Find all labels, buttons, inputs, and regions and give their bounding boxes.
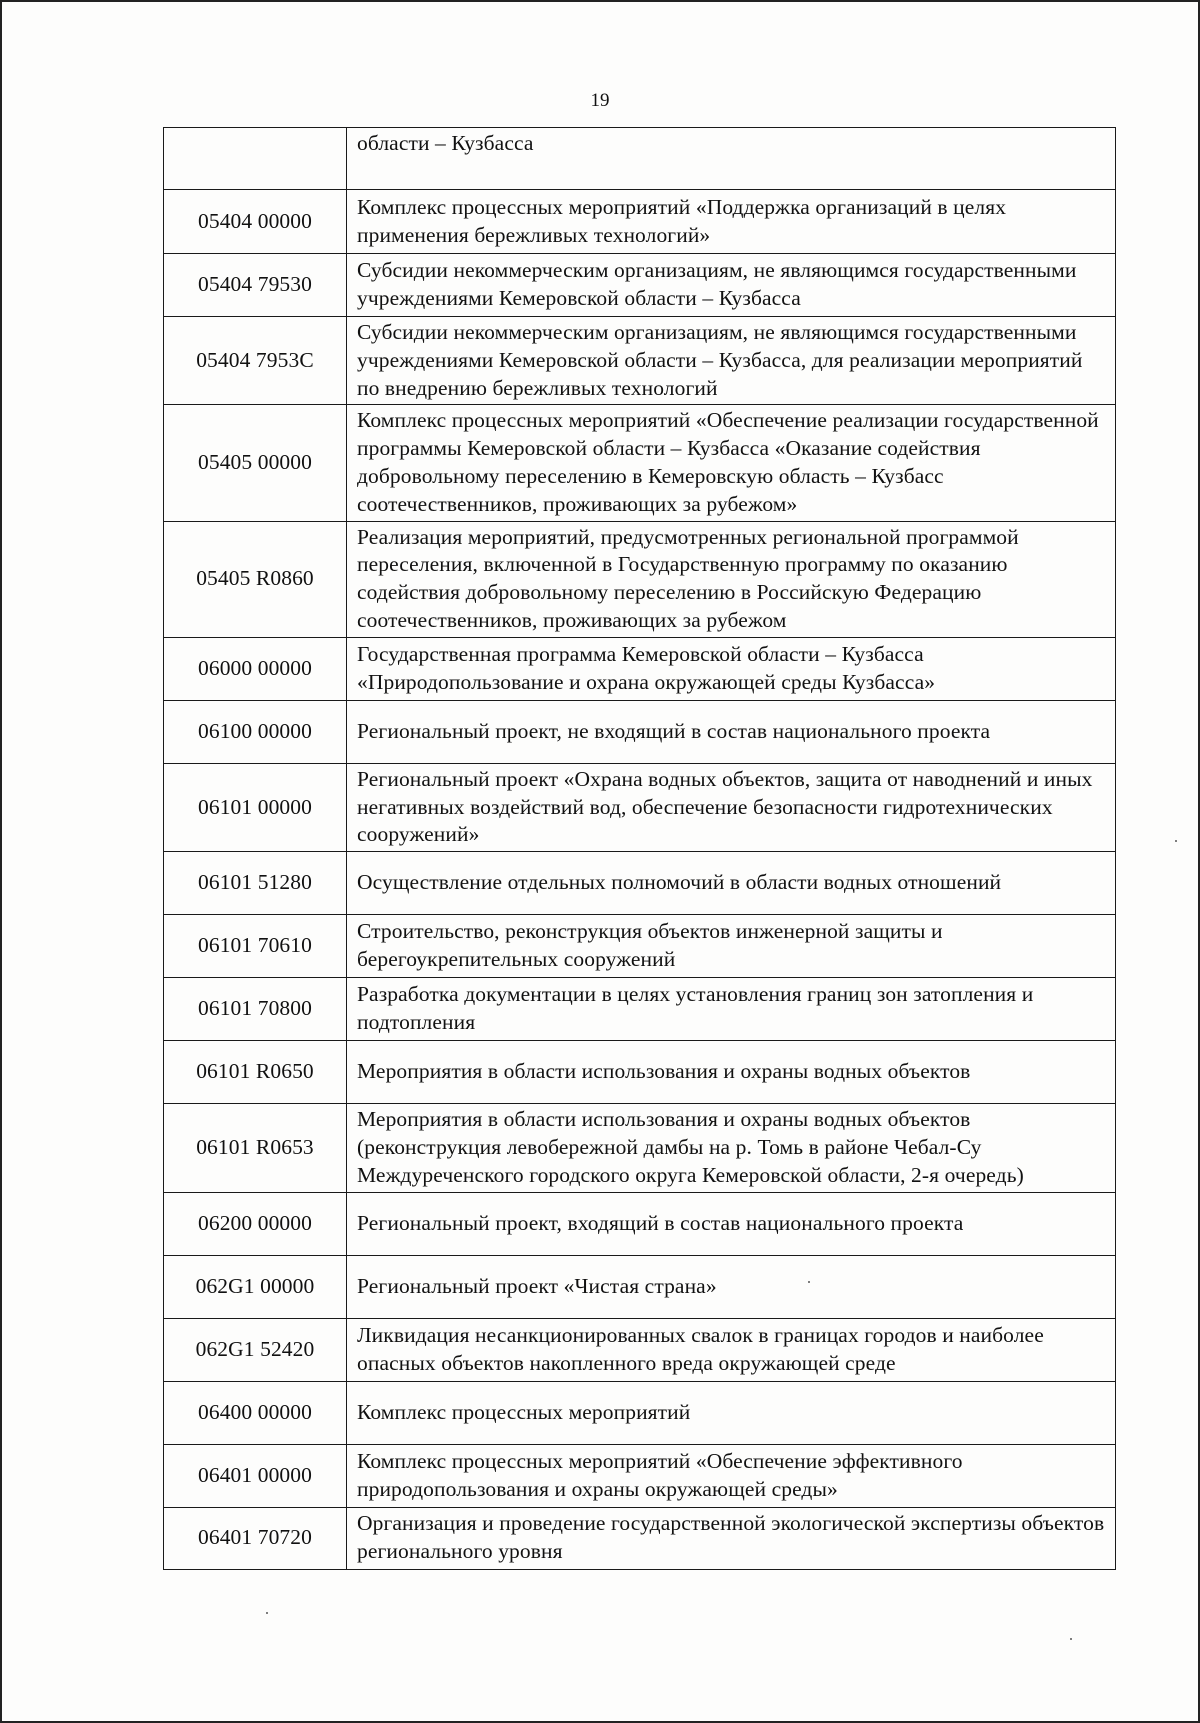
- row-code: 06200 00000: [164, 1192, 347, 1255]
- scan-speck: [1070, 1638, 1072, 1640]
- row-code: 06101 R0650: [164, 1041, 347, 1104]
- row-description: Организация и проведение государственной экологической экспертизы объектов регионального уровня: [347, 1507, 1116, 1569]
- table-row: [164, 1381, 1116, 1444]
- row-code: 062G1 52420: [164, 1318, 347, 1381]
- table-row: [164, 128, 1116, 190]
- scan-speck: [808, 1281, 810, 1283]
- row-description: Региональный проект «Охрана водных объектов, защита от наводнений и иных негативных воздействий вод, обеспечение безопасности гидротехнических сооружений»: [347, 763, 1116, 851]
- row-description: Строительство, реконструкция объектов инженерной защиты и берегоукрепительных сооружений: [347, 915, 1116, 978]
- row-code: 05405 00000: [164, 405, 347, 521]
- row-code: 06101 70800: [164, 978, 347, 1041]
- table-row: [164, 1318, 1116, 1381]
- row-description: Региональный проект, входящий в состав национального проекта: [347, 1192, 1116, 1255]
- row-description: Региональный проект, не входящий в состав национального проекта: [347, 700, 1116, 763]
- row-code: 06101 70610: [164, 915, 347, 978]
- table-row: [164, 254, 1116, 317]
- row-code: [164, 128, 347, 190]
- table-row: [164, 405, 1116, 521]
- row-code: 05404 79530: [164, 254, 347, 317]
- row-description: Комплекс процессных мероприятий «Поддержка организаций в целях применения бережливых технологий»: [347, 190, 1116, 254]
- table-row: [164, 978, 1116, 1041]
- row-description: Комплекс процессных мероприятий «Обеспечение эффективного природопользования и охраны окружающей среды»: [347, 1444, 1116, 1507]
- table-row: [164, 1255, 1116, 1318]
- row-code: 05404 7953С: [164, 317, 347, 405]
- table-row: [164, 915, 1116, 978]
- row-code: 06101 R0653: [164, 1104, 347, 1192]
- scan-edge-left: [0, 0, 2, 1723]
- table-row: [164, 1104, 1116, 1192]
- row-description: Субсидии некоммерческим организациям, не являющимся государственными учреждениями Кемеровской области – Кузбасса, для реализации мероприятий по внедрению бережливых технологий: [347, 317, 1116, 405]
- row-description: Государственная программа Кемеровской области – Кузбасса «Природопользование и охрана окружающей среды Кузбасса»: [347, 637, 1116, 700]
- table-row: [164, 190, 1116, 254]
- row-code: 062G1 00000: [164, 1255, 347, 1318]
- row-code: 06100 00000: [164, 700, 347, 763]
- row-description: Региональный проект «Чистая страна»: [347, 1255, 1116, 1318]
- table-row: [164, 521, 1116, 637]
- row-description: Комплекс процессных мероприятий: [347, 1381, 1116, 1444]
- scan-edge-top: [0, 0, 1200, 2]
- row-code: 06401 70720: [164, 1507, 347, 1569]
- row-description: области – Кузбасса: [347, 128, 1116, 190]
- table-row: [164, 763, 1116, 851]
- row-description: Разработка документации в целях установления границ зон затопления и подтопления: [347, 978, 1116, 1041]
- table-row: [164, 637, 1116, 700]
- scan-speck: [1175, 840, 1177, 842]
- row-code: 06000 00000: [164, 637, 347, 700]
- table-row: [164, 1192, 1116, 1255]
- row-description: Мероприятия в области использования и охраны водных объектов: [347, 1041, 1116, 1104]
- row-description: Мероприятия в области использования и охраны водных объектов (реконструкция левобережной дамбы на р. Томь в районе Чебал-Су Междуреченского городского округа Кемеровской области, 2-я очередь): [347, 1104, 1116, 1192]
- row-description: Реализация мероприятий, предусмотренных региональной программой переселения, включенной в Государственную программу по оказанию содействия добровольному переселению в Российскую Федерацию соотечественников, проживающих за рубежом: [347, 521, 1116, 637]
- row-description: Комплекс процессных мероприятий «Обеспечение реализации государственной программы Кемеровской области – Кузбасса «Оказание содействия добровольному переселению в Кемеровскую область – Кузбасс соотечественников, проживающих за рубежом»: [347, 405, 1116, 521]
- row-description: Субсидии некоммерческим организациям, не являющимся государственными учреждениями Кемеровской области – Кузбасса: [347, 254, 1116, 317]
- row-code: 06101 51280: [164, 852, 347, 915]
- table-row: [164, 1507, 1116, 1569]
- table-body: [164, 128, 1116, 1570]
- page-number: 19: [590, 90, 610, 111]
- table-row: [164, 852, 1116, 915]
- table-row: [164, 1041, 1116, 1104]
- row-description: Осуществление отдельных полномочий в области водных отношений: [347, 852, 1116, 915]
- row-description: Ликвидация несанкционированных свалок в границах городов и наиболее опасных объектов накопленного вреда окружающей среде: [347, 1318, 1116, 1381]
- row-code: 06101 00000: [164, 763, 347, 851]
- table-row: [164, 700, 1116, 763]
- row-code: 06401 00000: [164, 1444, 347, 1507]
- row-code: 05404 00000: [164, 190, 347, 254]
- budget-codes-table: [163, 127, 1116, 1570]
- table-row: [164, 1444, 1116, 1507]
- scan-speck: [266, 1612, 268, 1614]
- row-code: 06400 00000: [164, 1381, 347, 1444]
- table-row: [164, 317, 1116, 405]
- row-code: 05405 R0860: [164, 521, 347, 637]
